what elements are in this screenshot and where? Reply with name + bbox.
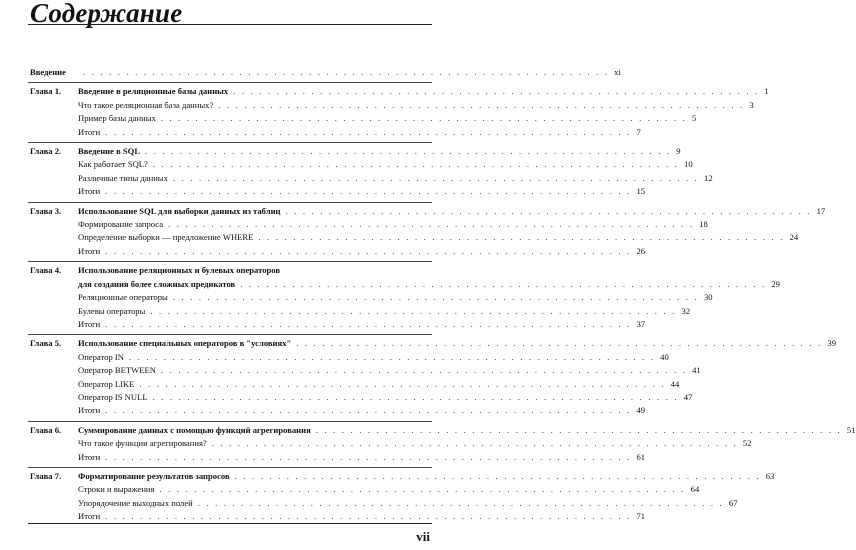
page-ref: 37 xyxy=(636,318,646,329)
page-ref: 52 xyxy=(742,438,752,449)
toc-section-row xyxy=(28,245,646,258)
toc-chapter-row xyxy=(28,66,621,79)
dot-leader: . . . . . . . . . . . . . . . . . . . . . . . . . . . . . . . . . . . . . . . . . . . . . . . . . . . . . . . . . . . . . xyxy=(168,219,695,230)
toc-chapter-group xyxy=(28,205,826,259)
toc-section-row xyxy=(28,497,738,510)
dot-leader: . . . . . . . . . . . . . . . . . . . . . . . . . . . . . . . . . . . . . . . . . . . . . . . . . . . . . . . . . . . . . xyxy=(159,484,686,495)
toc-section-row xyxy=(28,364,701,377)
page-ref: 18 xyxy=(699,219,708,230)
dot-leader: . . . . . . . . . . . . . . . . . . . . . . . . . . . . . . . . . . . . . . . . . . . . . . . . . . . . . . . . . . . . . xyxy=(105,126,632,137)
page-number: vii xyxy=(416,529,430,544)
toc-chapter-group xyxy=(28,145,713,199)
dot-leader: . . . . . . . . . . . . . . . . . . . . . . . . . . . . . . . . . . . . . . . . . . . . . . . . . . . . . . . . . . . . . xyxy=(258,232,785,243)
dot-leader: . . . . . . . . . . . . . . . . . . . . . . . . . . . . . . . . . . . . . . . . . . . . . . . . . . . . . . . . . . . . . xyxy=(285,205,812,216)
footer-rule xyxy=(28,523,432,524)
page-ref: 64 xyxy=(690,484,700,495)
chapter-title: Форматирование результатов запросов xyxy=(78,470,230,481)
dot-leader: . . . . . . . . . . . . . . . . . . . . . . . . . . . . . . . . . . . . . . . . . . . . . . . . . . . . . . . . . . . . . xyxy=(152,159,680,170)
page-ref: 30 xyxy=(703,292,713,303)
section-title: Как работает SQL? xyxy=(78,159,148,170)
toc-chapter-row xyxy=(28,145,681,158)
table-of-contents xyxy=(28,66,856,524)
toc-chapter-row xyxy=(28,424,856,437)
dot-leader: . . . . . . . . . . . . . . . . . . . . . . . . . . . . . . . . . . . . . . . . . . . . . . . . . . . . . . . . . . . . . xyxy=(160,113,687,124)
section-title: Определение выборки — предложение WHERE xyxy=(78,232,254,243)
section-title: Итоги xyxy=(78,245,101,256)
toc-chapter-row xyxy=(28,205,826,218)
section-title: Итоги xyxy=(78,186,101,197)
toc-section-row xyxy=(28,305,691,318)
chapter-title: Введение в SQL xyxy=(78,146,141,157)
dot-leader: . . . . . . . . . . . . . . . . . . . . . . . . . . . . . . . . . . . . . . . . . . . . . . . . . . . . . . . . . . . . . xyxy=(197,497,724,508)
page-ref: 41 xyxy=(692,365,701,376)
dot-leader: . . . . . . . . . . . . . . . . . . . . . . . . . . . . . . . . . . . . . . . . . . . . . . . . . . . . . . . . . . . . . xyxy=(234,470,761,481)
toc-section-row xyxy=(28,172,713,185)
chapter-number: Глава 6. xyxy=(30,424,62,435)
toc-chapter-group xyxy=(28,337,836,417)
dot-leader: . . . . . . . . . . . . . . . . . . . . . . . . . . . . . . . . . . . . . . . . . . . . . . . . . . . . . . . . . . . . . xyxy=(240,278,767,289)
dot-leader: . . . . . . . . . . . . . . . . . . . . . . . . . . . . . . . . . . . . . . . . . . . . . . . . . . . . . . . . . . . . . xyxy=(105,318,632,329)
dot-leader: . . . . . . . . . . . . . . . . . . . . . . . . . . . . . . . . . . . . . . . . . . . . . . . . . . . . . . . . . . . . . xyxy=(160,365,688,376)
section-title: Пример базы данных xyxy=(78,113,156,124)
dot-leader: . . . . . . . . . . . . . . . . . . . . . . . . . . . . . . . . . . . . . . . . . . . . . . . . . . . . . . . . . . . . . xyxy=(172,172,700,183)
section-title: Итоги xyxy=(78,511,101,522)
page-ref: 51 xyxy=(846,424,856,435)
dot-leader: . . . . . . . . . . . . . . . . . . . . . . . . . . . . . . . . . . . . . . . . . . . . . . . . . . . . . . . . . . . . . xyxy=(211,438,738,449)
page-ref: 7 xyxy=(636,126,641,137)
chapter-number: Глава 5. xyxy=(30,338,62,349)
toc-section-row xyxy=(28,231,799,244)
page-ref: 1 xyxy=(764,86,769,97)
toc-chapter-group xyxy=(28,85,769,139)
page-ref: 44 xyxy=(670,378,680,389)
section-title: Строки и выражения xyxy=(78,484,155,495)
page-ref: xi xyxy=(614,67,621,77)
toc-section-row xyxy=(28,318,646,331)
toc-section-row xyxy=(28,351,669,364)
dot-leader: . . . . . . . . . . . . . . . . . . . . . . . . . . . . . . . . . . . . . . . . . . . . . . . . . . . . . . . . . . . . . xyxy=(139,378,666,389)
section-title: Оператор IS NULL xyxy=(78,391,148,402)
section-title: Реляционные операторы xyxy=(78,292,168,303)
dot-leader: . . . . . . . . . . . . . . . . . . . . . . . . . . . . . . . . . . . . . . . . . . . . . . . . . . . . . . . . . . . . . xyxy=(83,67,610,77)
section-title: Оператор IN xyxy=(78,351,124,362)
dot-leader: . . . . . . . . . . . . . . . . . . . . . . . . . . . . . . . . . . . . . . . . . . . . . . . . . . . . . . . . . . . . . xyxy=(105,245,632,256)
dot-leader: . . . . . . . . . . . . . . . . . . . . . . . . . . . . . . . . . . . . . . . . . . . . . . . . . . . . . . . . . . . . . xyxy=(145,146,672,157)
toc-section-row xyxy=(28,185,646,198)
section-title: Различные типы данных xyxy=(78,172,168,183)
page-ref: 32 xyxy=(681,305,691,316)
chapter-title: Суммирование данных с помощью функций агрегирования xyxy=(78,424,311,435)
section-title: Оператор LIKE xyxy=(78,378,135,389)
section-title: Формирование запроса xyxy=(78,219,164,230)
page-title: Содержание xyxy=(30,0,183,28)
toc-section-row xyxy=(28,378,680,391)
title-rule xyxy=(28,24,432,25)
chapter-title: Использование реляционных и булевых операторов xyxy=(78,265,281,276)
page-ref: 5 xyxy=(691,113,697,124)
chapter-title: Использование SQL для выборки данных из таблиц xyxy=(78,205,281,216)
dot-leader: . . . . . . . . . . . . . . . . . . . . . . . . . . . . . . . . . . . . . . . . . . . . . . . . . . . . . . . . . . . . . xyxy=(105,511,632,522)
toc-section-row xyxy=(28,404,646,417)
chapter-number: Глава 2. xyxy=(30,146,62,157)
toc-section-row xyxy=(28,99,754,112)
dot-leader: . . . . . . . . . . . . . . . . . . . . . . . . . . . . . . . . . . . . . . . . . . . . . . . . . . . . . . . . . . . . . xyxy=(128,351,656,362)
page-ref: 9 xyxy=(676,146,681,157)
section-title: Что такое реляционная база данных? xyxy=(78,99,214,110)
toc-chapter-row xyxy=(28,85,769,98)
page-ref: 26 xyxy=(636,245,646,256)
section-title: Булевы операторы xyxy=(78,305,146,316)
chapter-number: Глава 1. xyxy=(30,86,62,97)
dot-leader: . . . . . . . . . . . . . . . . . . . . . . . . . . . . . . . . . . . . . . . . . . . . . . . . . . . . . . . . . . . . . xyxy=(152,391,679,402)
dot-leader: . . . . . . . . . . . . . . . . . . . . . . . . . . . . . . . . . . . . . . . . . . . . . . . . . . . . . . . . . . . . . xyxy=(233,86,760,97)
page-ref: 10 xyxy=(684,159,693,170)
page-ref: 39 xyxy=(827,338,836,349)
page-ref: 3 xyxy=(749,99,754,110)
dot-leader: . . . . . . . . . . . . . . . . . . . . . . . . . . . . . . . . . . . . . . . . . . . . . . . . . . . . . . . . . . . . . xyxy=(105,186,632,197)
dot-leader: . . . . . . . . . . . . . . . . . . . . . . . . . . . . . . . . . . . . . . . . . . . . . . . . . . . . . . . . . . . . . xyxy=(150,305,677,316)
toc-section-row xyxy=(28,278,780,291)
toc-chapter-group xyxy=(28,424,856,464)
section-title: Итоги xyxy=(78,405,101,416)
section-title: Итоги xyxy=(78,451,101,462)
page-ref: 63 xyxy=(765,470,775,481)
toc-section-row xyxy=(28,510,646,523)
toc-section-row xyxy=(28,483,700,496)
toc-intro-group xyxy=(28,66,621,79)
toc-section-row xyxy=(28,158,693,171)
chapter-number: Глава 3. xyxy=(30,205,62,216)
page-ref: 17 xyxy=(816,205,826,216)
toc-chapter-row xyxy=(28,470,775,483)
toc-chapter-group xyxy=(28,264,780,331)
toc-section-row xyxy=(28,126,641,139)
toc-chapter-group xyxy=(28,470,775,524)
chapter-title: Использование специальных операторов в "условиях" xyxy=(78,338,292,349)
page-ref: 12 xyxy=(704,172,713,183)
toc-chapter-row xyxy=(28,337,836,350)
page-ref: 24 xyxy=(789,232,799,243)
chapter-title: Введение в реляционные базы данных xyxy=(78,86,229,97)
toc-section-row xyxy=(28,391,693,404)
dot-leader: . . . . . . . . . . . . . . . . . . . . . . . . . . . . . . . . . . . . . . . . . . . . . . . . . . . . . . . . . . . . . xyxy=(315,424,842,435)
page-ref: 49 xyxy=(636,405,646,416)
dot-leader: . . . . . . . . . . . . . . . . . . . . . . . . . . . . . . . . . . . . . . . . . . . . . . . . . . . . . . . . . . . . . xyxy=(172,292,699,303)
section-title: Итоги xyxy=(78,126,101,137)
dot-leader: . . . . . . . . . . . . . . . . . . . . . . . . . . . . . . . . . . . . . . . . . . . . . . . . . . . . . . . . . . . . . xyxy=(218,99,745,110)
dot-leader: . . . . . . . . . . . . . . . . . . . . . . . . . . . . . . . . . . . . . . . . . . . . . . . . . . . . . . . . . . . . . xyxy=(105,451,632,462)
page-ref: 47 xyxy=(683,391,693,402)
chapter-number: Введение xyxy=(30,67,66,77)
toc-section-row xyxy=(28,451,646,464)
toc-section-row xyxy=(28,437,752,450)
page-ref: 29 xyxy=(771,278,780,289)
page-ref: 15 xyxy=(636,186,646,197)
toc-section-row xyxy=(28,291,713,304)
dot-leader: . . . . . . . . . . . . . . . . . . . . . . . . . . . . . . . . . . . . . . . . . . . . . . . . . . . . . . . . . . . . . xyxy=(296,338,823,349)
page-ref: 61 xyxy=(636,451,646,462)
chapter-number: Глава 7. xyxy=(30,470,62,481)
page-ref: 71 xyxy=(636,511,646,522)
section-title: Итоги xyxy=(78,318,101,329)
section-title: Что такое функции агрегирования? xyxy=(78,438,207,449)
dot-leader: . . . . . . . . . . . . . . . . . . . . . . . . . . . . . . . . . . . . . . . . . . . . . . . . . . . . . . . . . . . . . xyxy=(105,405,632,416)
section-title: Оператор BETWEEN xyxy=(78,365,156,376)
section-title: для создания более сложных предикатов xyxy=(78,278,236,289)
toc-section-row xyxy=(28,112,697,125)
toc-section-row xyxy=(28,218,708,231)
page-ref: 40 xyxy=(660,351,669,362)
chapter-number: Глава 4. xyxy=(30,265,62,276)
toc-chapter-row xyxy=(28,264,432,277)
page-ref: 67 xyxy=(728,497,738,508)
section-title: Упорядочение выходных полей xyxy=(78,497,193,508)
